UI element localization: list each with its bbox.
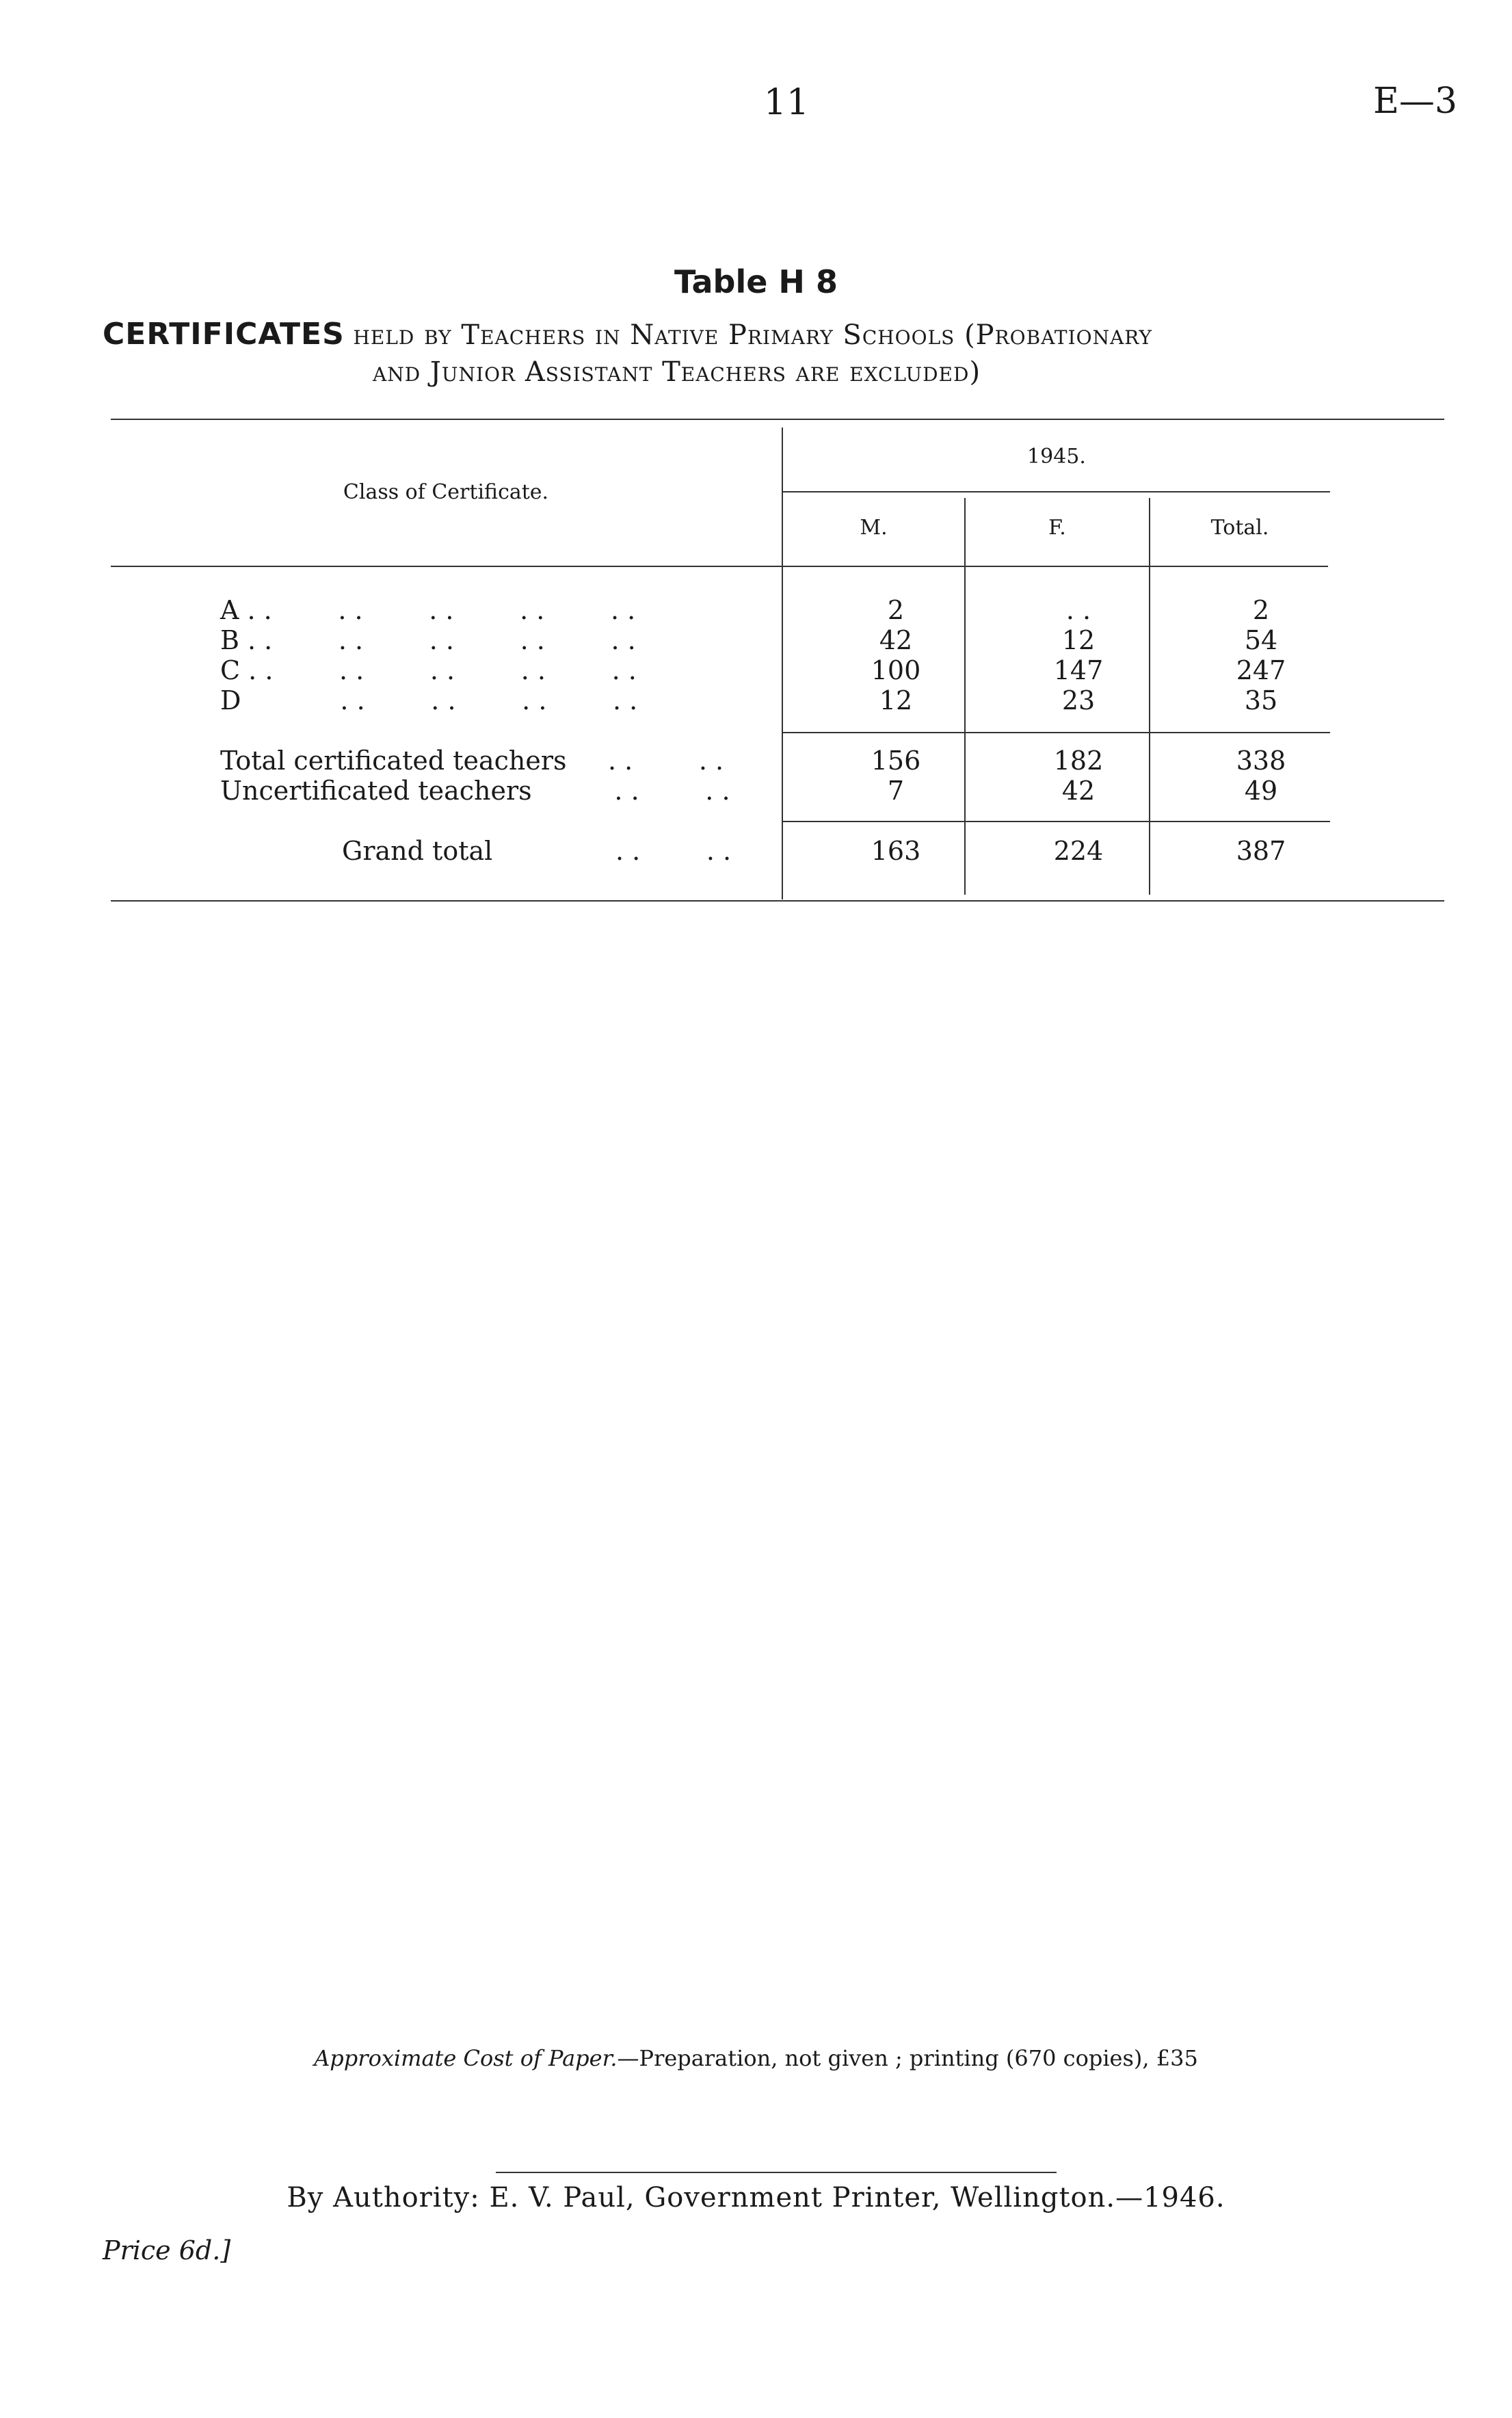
grandtotal-rule [783,821,1330,822]
row-label: C . . . . . . . . . . [220,655,637,685]
class-column-divider [782,428,783,899]
row-label: Uncertificated teachers . . . . [220,776,730,806]
cell-total: 2 [1252,595,1270,625]
cell-total: 247 [1236,655,1286,685]
year-under-rule [783,491,1330,492]
row-label: B . . . . . . . . . . [220,625,636,655]
header-bottom-rule [111,566,1328,567]
subtotal-rule [783,732,1330,733]
document-reference: E—3 [1372,81,1457,122]
price: Price 6d.] [103,2235,231,2265]
cell-f: 42 [1061,776,1096,806]
cell-m: 7 [887,776,905,806]
cell-total: 49 [1244,776,1278,806]
cell-m: 163 [871,836,921,866]
year-header: 1945. [1027,445,1086,469]
cell-f: 182 [1053,746,1104,776]
cell-f: 12 [1061,625,1096,655]
page-number: 11 [763,82,810,123]
grand-total-label: Grand total [342,836,493,866]
title-line-1 [103,316,1457,354]
title-line-2: and Junior Assistant Teachers are excluded) [373,356,981,388]
row-label: D . . . . . . . . [220,685,638,715]
footer-rule [496,2172,1057,2173]
title-lead: CERTIFICATES [103,317,345,352]
m-f-divider [964,498,966,895]
cell-m: 100 [871,655,921,685]
cell-f: 224 [1053,836,1104,866]
row-label: A . . . . . . . . . . [220,595,636,625]
f-total-divider [1149,498,1150,895]
cell-total: 338 [1236,746,1286,776]
cell-f: 147 [1053,655,1104,685]
cost-note-text: —Preparation, not given ; printing (670 copies), £35 [617,2045,1198,2071]
cell-m: 12 [879,685,913,715]
cell-total: 54 [1244,625,1278,655]
printer-authority: By Authority: E. V. Paul, Government Printer, Wellington.—1946. [287,2182,1225,2213]
table-label: Table H 8 [674,263,838,300]
total-header: Total. [1210,516,1269,540]
cell-m: 156 [871,746,921,776]
cell-m: 42 [879,625,913,655]
cell-m: 2 [887,595,905,625]
cell-f: 23 [1061,685,1096,715]
table-title [103,316,1457,391]
cell-total: 387 [1236,836,1286,866]
cell-f: . . [1065,595,1091,625]
cost-note [0,2045,1512,2071]
f-header: F. [1048,516,1066,540]
title-line-1-rest: held by Teachers in Native Primary Schools (Probationary [353,319,1153,351]
cell-total: 35 [1244,685,1278,715]
cost-note-label: Approximate Cost of Paper. [314,2045,618,2071]
table-top-rule [111,419,1444,420]
row-label: Total certificated teachers . . . . [220,746,724,776]
class-of-certificate-header: Class of Certificate. [343,480,549,504]
table-bottom-rule [111,900,1444,902]
grand-total-dots: . . . . [615,836,732,866]
m-header: M. [860,516,888,540]
